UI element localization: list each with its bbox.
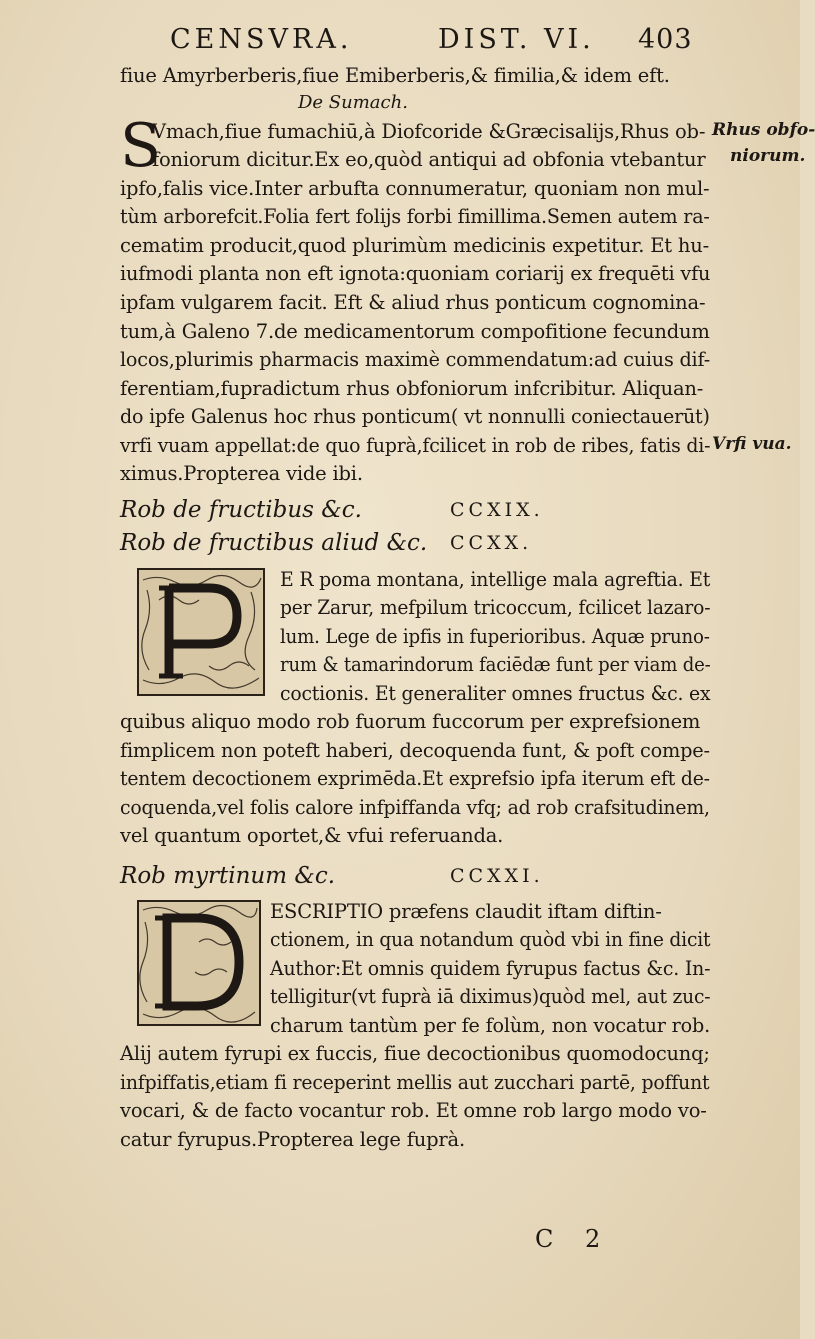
woodcut-letter-p-icon [139, 570, 263, 694]
text-line: rum & tamarindorum faciēdæ funt per viam de- [280, 653, 711, 676]
text-line: ESCRIPTIO præfens claudit iftam diftin- [270, 900, 662, 923]
section-number: CCXX. [450, 532, 533, 554]
text-line: per Zarur, mefpilum tricoccum, fcilicet lazaro- [280, 596, 711, 619]
intro-line: fiue Amyrberberis,fiue Emiberberis,& fimilia,& idem eft. [120, 64, 670, 87]
text-line: fimplicem non poteft haberi, decoquenda funt, & poft compe- [120, 739, 710, 762]
woodcut-letter-d-icon [139, 902, 259, 1024]
text-line: locos,plurimis pharmacis maximè commendatum:ad cuius dif- [120, 348, 710, 371]
header-title: CENSVRA. [170, 24, 353, 55]
text-line: vel quantum oportet,& vfui referuanda. [120, 824, 504, 847]
text-line: telligitur(vt fuprà iā diximus)quòd mel, aut zuc- [270, 985, 711, 1008]
text-line: lum. Lege de ipfis in fuperioribus. Aquæ pruno- [280, 625, 710, 648]
ornamental-initial-d [137, 900, 261, 1026]
text-line: do ipfe Galenus hoc rhus ponticum( vt nonnulli coniectauerūt) [120, 405, 710, 428]
text-line: quibus aliquo modo rob fuorum fuccorum per exprefsionem [120, 710, 701, 733]
section-number: CCXIX. [450, 499, 544, 521]
page-number: 403 [638, 24, 693, 55]
text-line: vrfi vuam appellat:de quo fuprà,fcilicet in rob de ribes, fatis di- [120, 434, 711, 457]
section-heading-219 [120, 497, 544, 523]
text-line: Vmach,fiue fumachiū,à Diofcoride &Græcisalijs,Rhus ob- [152, 120, 706, 143]
signature-mark: C 2 [535, 1225, 613, 1253]
text-line: coctionis. Et generaliter omnes fructus &c. ex [280, 682, 711, 705]
text-line: vocari, & de facto vocantur rob. Et omne rob largo modo vo- [120, 1099, 707, 1122]
text-line: tùm arborefcit.Folia fert folijs forbi fimillima.Semen autem ra- [120, 205, 710, 228]
text-line: ctionem, in qua notandum quòd vbi in fine dicit [270, 928, 711, 951]
text-line: tentem decoctionem exprimēda.Et exprefsio ipfa iterum eft de- [120, 767, 710, 790]
text-line: catur fyrupus.Propterea lege fuprà. [120, 1128, 465, 1151]
text-line: ximus.Propterea vide ibi. [120, 462, 363, 485]
margin-note-rhus: Rhus obfo- [712, 120, 815, 140]
section-title: Rob de fructibus &c. [120, 497, 362, 523]
section-title: Rob de fructibus aliud &c. [120, 530, 428, 556]
text-line: infpiffatis,etiam fi receperint mellis aut zucchari partē, poffunt [120, 1071, 710, 1094]
margin-note-ursi: Vrfi vua. [712, 434, 792, 454]
text-line: tum,à Galeno 7.de medicamentorum compofitione fecundum [120, 320, 710, 343]
margin-note-rhus-cont: niorum. [730, 146, 806, 166]
subheading-sumach: De Sumach. [298, 92, 408, 113]
text-line: E R poma montana, intellige mala agreftia. Et [280, 568, 711, 591]
header-distinction: DIST. VI. [438, 24, 595, 55]
text-line: cematim producit,quod plurimùm medicinis expetitur. Et hu- [120, 234, 710, 257]
section-title: Rob myrtinum &c. [120, 863, 336, 889]
text-line: Alij autem fyrupi ex fuccis, fiue decoctionibus quomodocunq; [120, 1042, 710, 1065]
initial-capital-s: S [120, 111, 162, 181]
section-number: CCXXI. [450, 865, 544, 887]
text-line: charum tantùm per fe folùm, non vocatur rob. [270, 1014, 710, 1037]
section-heading-220 [120, 530, 533, 556]
section-heading-221 [120, 863, 544, 889]
text-line: coquenda,vel folis calore infpiffanda vfq; ad rob crafsitudinem, [120, 796, 710, 819]
text-line: iufmodi planta non eft ignota:quoniam coriarij ex frequēti vfu [120, 262, 711, 285]
text-line: Author:Et omnis quidem fyrupus factus &c. In- [270, 957, 711, 980]
running-header [170, 24, 730, 60]
text-line: ipfo,falis vice.Inter arbufta connumeratur, quoniam non mul- [120, 177, 710, 200]
text-line: ferentiam,fupradictum rhus obfoniorum infcribitur. Aliquan- [120, 377, 704, 400]
text-line: foniorum dicitur.Ex eo,quòd antiqui ad obfonia vtebantur [152, 148, 706, 171]
text-line: ipfam vulgarem facit. Eft & aliud rhus ponticum cognomina- [120, 291, 706, 314]
ornamental-initial-p [137, 568, 265, 696]
